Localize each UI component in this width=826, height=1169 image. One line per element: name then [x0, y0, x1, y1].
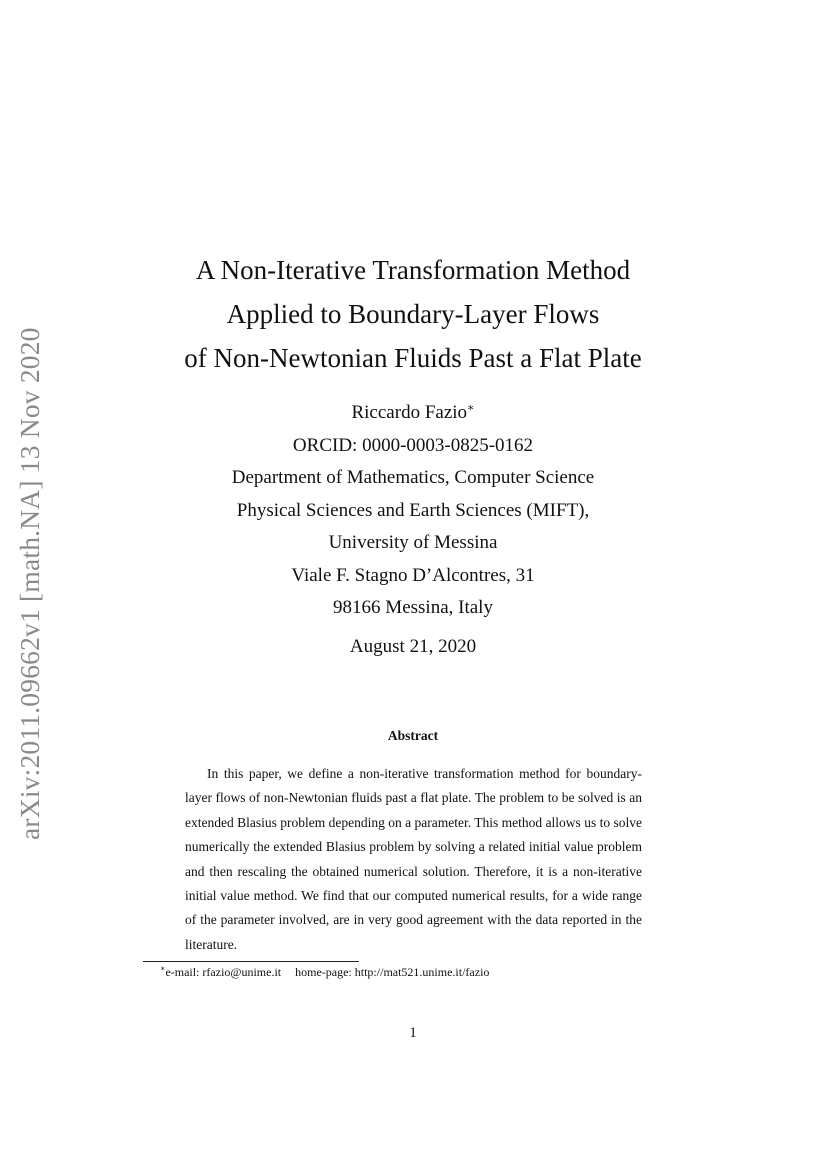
affiliation-line: University of Messina: [328, 532, 498, 553]
author-name: Riccardo Fazio: [351, 402, 468, 423]
paper-title: [0, 248, 826, 380]
footnote-homepage: home-page: http://mat521.unime.it/fazio: [295, 965, 490, 979]
title-line: Applied to Boundary-Layer Flows: [226, 299, 600, 329]
author-name-line: [0, 397, 826, 430]
paper-date: August 21, 2020: [349, 636, 477, 657]
affiliation-line: Physical Sciences and Earth Sciences (MIFT),: [236, 499, 590, 521]
abstract-body: In this paper, we define a non-iterative transformation method for boundary-layer flows of non-Newtonian fluids past a flat plate. The problem to be solved is an extended Blasius problem depending on a parameter. This method allows us to solve numerically the extended Blasius problem by solving a related initial value problem and then rescaling the obtained numerical solution. Therefore, it is a non-iterative initial value method. We find that our computed numerical results, for a wide range of the parameter involved, are in very good agreement with the data reported in the literature.: [185, 766, 642, 952]
title-line: A Non-Iterative Transformation Method: [195, 255, 631, 285]
author-footnote-mark: ∗: [467, 402, 475, 414]
footnote-divider: [143, 961, 359, 962]
author-orcid: ORCID: 0000-0003-0825-0162: [292, 434, 534, 456]
affiliation-line: Viale F. Stagno D’Alcontres, 31: [291, 564, 535, 586]
footnote-email: e-mail: rfazio@unime.it: [165, 965, 282, 979]
affiliation-line: Department of Mathematics, Computer Science: [231, 467, 595, 488]
page-number: 1: [409, 1025, 417, 1041]
affiliation-line: 98166 Messina, Italy: [333, 597, 493, 618]
author-block: [0, 397, 826, 625]
title-line: of Non-Newtonian Fluids Past a Flat Plate: [184, 343, 642, 373]
abstract-heading: Abstract: [387, 728, 439, 743]
footnote-mark: ∗: [160, 964, 166, 973]
author-footnote: [160, 965, 489, 980]
arxiv-identifier-text: arXiv:2011.09662v1 [math.NA] 13 Nov 2020: [14, 327, 45, 840]
